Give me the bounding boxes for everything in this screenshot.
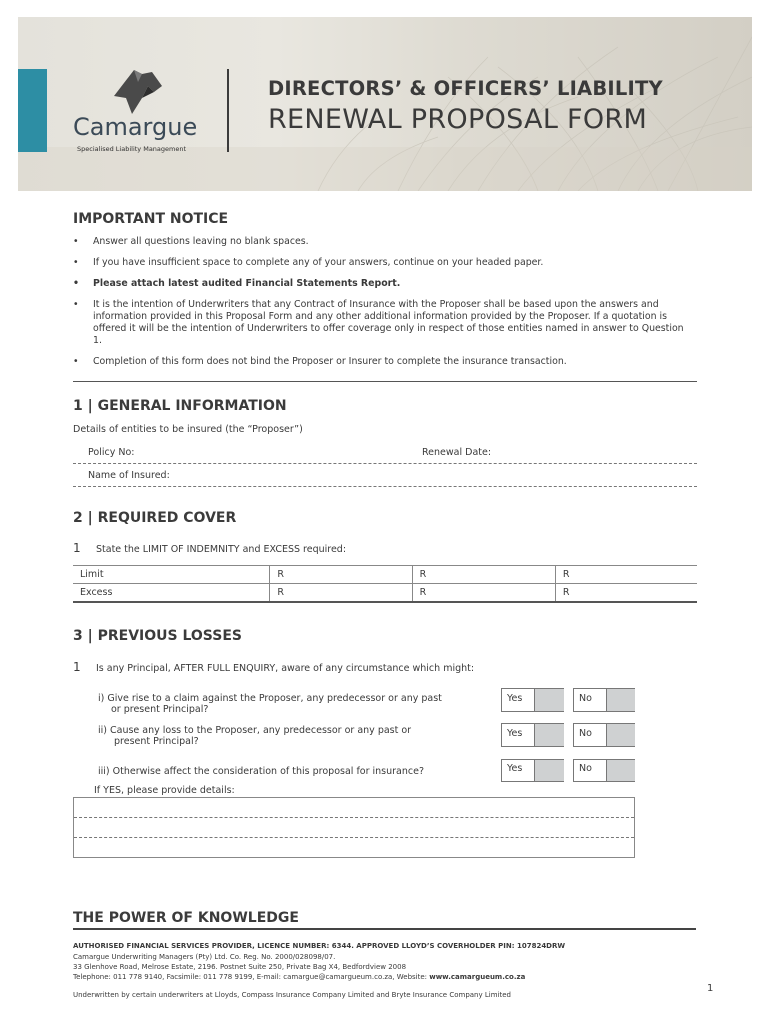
losses-question: Is any Principal, AFTER FULL ENQUIRY, aware of any circumstance which might:	[96, 663, 475, 674]
contact-line	[73, 972, 525, 982]
table-row	[73, 584, 697, 603]
item-text: ii) Cause any loss to the Proposer, any predecessor or any past or	[98, 725, 412, 736]
details-line	[74, 837, 634, 838]
accent-bar	[18, 69, 47, 152]
horse-logo-icon	[112, 68, 164, 116]
yes-checkbox[interactable]	[501, 723, 564, 747]
tick-area[interactable]	[606, 689, 635, 711]
website-link[interactable]: www.camargueum.co.za	[429, 973, 526, 981]
tick-area[interactable]	[534, 724, 564, 746]
losses-item-2	[98, 725, 411, 747]
yes-checkbox[interactable]	[501, 759, 564, 782]
details-line	[74, 817, 634, 818]
no-checkbox[interactable]	[573, 688, 635, 712]
licence-text: AUTHORISED FINANCIAL SERVICES PROVIDER, LICENCE NUMBER: 6344. APPROVED LLOYD’S COVERHOLDER PIN: 107824DRW	[73, 942, 566, 950]
header-divider	[227, 69, 229, 152]
item-text: or present Principal?	[111, 704, 209, 715]
cover-table	[73, 565, 697, 603]
page-number: 1	[707, 983, 714, 994]
policy-no-label: Policy No:	[88, 447, 135, 458]
tick-area[interactable]	[534, 760, 564, 781]
notice-list	[73, 236, 693, 377]
address-text: 33 Glenhove Road, Melrose Estate, 2196. Postnet Suite 250, Private Bag X4, Bedfordview 2008	[73, 963, 407, 971]
policy-no-field[interactable]	[73, 463, 697, 464]
contact-text: Telephone: 011 778 9140, Facsimile: 011 778 9199, E-mail: camargue@camargueum.co.za, Website:	[73, 973, 430, 981]
excess-cell[interactable]: R	[555, 584, 697, 603]
notice-item: • Answer all questions leaving no blank spaces.	[73, 236, 693, 248]
row-label: Limit	[73, 566, 270, 584]
item-text: present Principal?	[114, 736, 199, 747]
yes-label: Yes	[507, 728, 523, 739]
yes-label: Yes	[507, 693, 523, 704]
limit-cell[interactable]: R	[555, 566, 697, 584]
section2-heading: 2 | REQUIRED COVER	[73, 510, 237, 526]
no-label: No	[579, 763, 592, 774]
form-title-line1: DIRECTORS’ & OFFICERS’ LIABILITY	[268, 77, 663, 100]
name-insured-label: Name of Insured:	[88, 470, 170, 481]
excess-cell[interactable]: R	[270, 584, 412, 603]
section3-heading: 3 | PREVIOUS LOSSES	[73, 628, 242, 644]
name-insured-field[interactable]	[73, 486, 697, 487]
notice-item: • Completion of this form does not bind the Proposer or Insurer to complete the insurance transaction.	[73, 356, 693, 368]
table-row	[73, 566, 697, 584]
section1-subheading: Details of entities to be insured (the “Proposer”)	[73, 424, 303, 435]
form-title-line2: RENEWAL PROPOSAL FORM	[268, 104, 648, 135]
renewal-date-label: Renewal Date:	[422, 447, 492, 458]
logo-name: Camargue	[73, 113, 198, 141]
details-textarea[interactable]	[73, 797, 635, 858]
yes-label: Yes	[507, 763, 523, 774]
cover-question: State the LIMIT OF INDEMNITY and EXCESS required:	[96, 544, 347, 555]
no-checkbox[interactable]	[573, 759, 635, 782]
notice-item: • It is the intention of Underwriters that any Contract of Insurance with the Proposer shall be based upon the answers and information provided in this Proposal Form and any other additional information provided by the Proposer. If a quotation is offered it will be the intention of Underwriters to offer coverage only in respect of those entities named in answer to Question 1.	[73, 299, 693, 347]
section-divider	[73, 381, 697, 382]
tick-area[interactable]	[606, 724, 635, 746]
notice-item: • Please attach latest audited Financial Statements Report.	[73, 278, 693, 290]
limit-cell[interactable]: R	[412, 566, 555, 584]
tick-area[interactable]	[534, 689, 564, 711]
logo-tagline: Specialised Liability Management	[77, 145, 187, 153]
losses-item-1	[98, 693, 442, 715]
losses-item-3: iii) Otherwise affect the consideration of this proposal for insurance?	[98, 766, 425, 777]
section1-heading: 1 | GENERAL INFORMATION	[73, 398, 287, 414]
row-label: Excess	[73, 584, 270, 603]
company-text: Camargue Underwriting Managers (Pty) Ltd. Co. Reg. No. 2000/028098/07.	[73, 953, 336, 961]
notice-item: • If you have insufficient space to complete any of your answers, continue on your headed paper.	[73, 257, 693, 269]
tick-area[interactable]	[606, 760, 635, 781]
footer-divider	[73, 928, 696, 930]
yes-checkbox[interactable]	[501, 688, 564, 712]
item-text: i) Give rise to a claim against the Proposer, any predecessor or any past	[98, 693, 442, 704]
limit-cell[interactable]: R	[270, 566, 412, 584]
no-checkbox[interactable]	[573, 723, 635, 747]
underwritten-text: Underwritten by certain underwriters at Lloyds, Compass Insurance Company Limited and Bryte Insurance Company Limited	[73, 991, 511, 999]
no-label: No	[579, 728, 592, 739]
question-number: 1	[73, 660, 81, 674]
details-label: If YES, please provide details:	[94, 785, 235, 796]
question-number: 1	[73, 541, 81, 555]
no-label: No	[579, 693, 592, 704]
notice-heading: IMPORTANT NOTICE	[73, 211, 229, 227]
excess-cell[interactable]: R	[412, 584, 555, 603]
footer-heading: THE POWER OF KNOWLEDGE	[73, 910, 299, 926]
